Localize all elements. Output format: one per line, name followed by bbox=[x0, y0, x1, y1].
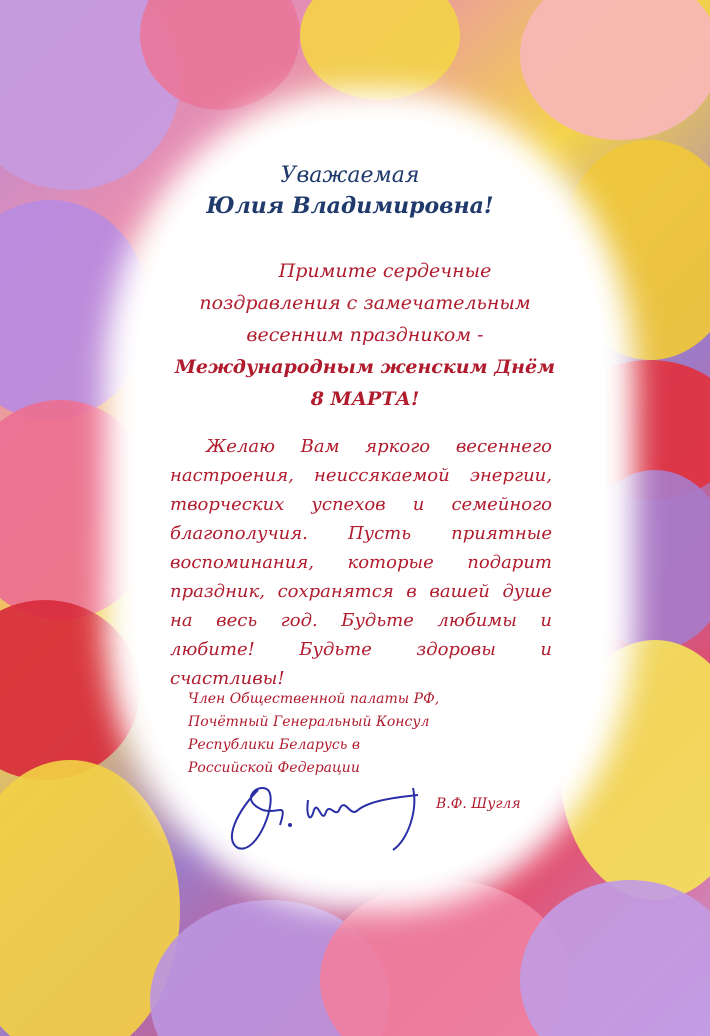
sender-line-2: Почётный Генеральный Консул bbox=[188, 714, 430, 730]
mimosa-flowers bbox=[300, 0, 460, 100]
hyacinth-flowers bbox=[0, 200, 150, 420]
congrats-line-3: весенним праздником - bbox=[246, 324, 484, 346]
sender-line-3: Республики Беларусь в bbox=[188, 737, 360, 753]
holiday-date: 8 МАРТА! bbox=[310, 388, 420, 410]
holiday-name: Международным женским Днём bbox=[174, 356, 556, 378]
red-tulip bbox=[0, 600, 140, 780]
lilac-flowers bbox=[520, 880, 710, 1036]
sender-line-4: Российской Федерации bbox=[188, 760, 360, 776]
congratulation bbox=[165, 255, 565, 415]
greeting-line-1: Уважаемая bbox=[280, 163, 420, 188]
congrats-line-1: Примите сердечные bbox=[278, 260, 492, 282]
wish-paragraph: Желаю Вам яркого весеннего настроения, неиссякаемой энергии, творческих успехов и семейного благополучия. Пусть приятные воспоминания, которые подарит праздник, сохранятся в вашей душе на весь год. Будьте любимы и любите! Будьте здоровы и счастливы! bbox=[170, 436, 552, 689]
congrats-line-2: поздравления с замечательным bbox=[199, 292, 531, 314]
greeting bbox=[150, 160, 550, 222]
handwritten-signature bbox=[218, 770, 438, 860]
sender-line-1: Член Общественной палаты РФ, bbox=[188, 691, 440, 707]
sender-title bbox=[188, 688, 518, 780]
white-tulip bbox=[520, 0, 710, 140]
sender-name: В.Ф. Шугля bbox=[436, 796, 521, 812]
addressee-name: Юлия Владимировна! bbox=[206, 193, 494, 219]
